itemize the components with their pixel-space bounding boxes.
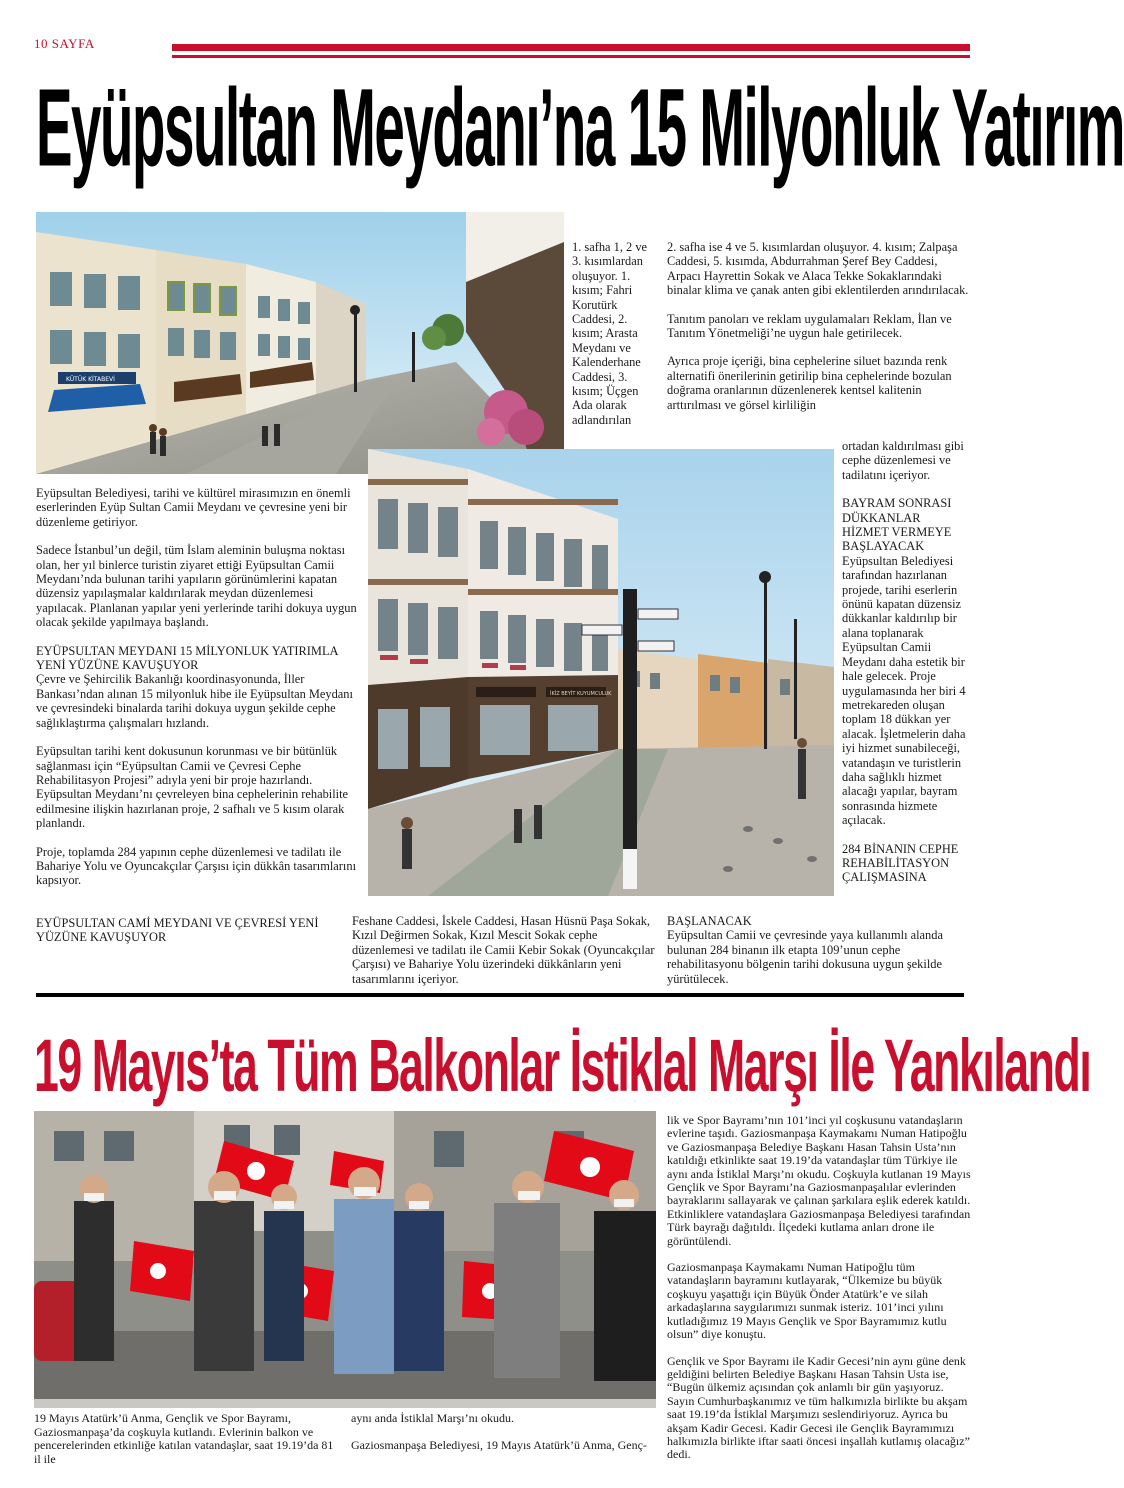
street-render-2-image bbox=[368, 449, 834, 896]
second-headline: 19 Mayıs’ta Tüm Balkonlar İstiklal Marşı İle Yankılandı bbox=[34, 1025, 1091, 1108]
article1-colA-p4: Eyüpsultan tarihi kent dokusunun korunması ve bir bütünlük sağlanması için “Eyüpsultan Camii ve Çevresi Cephe Rehabilitasyon Projesi” adıyla yeni bir proje hazırlandı. Eyüpsultan Meydanı’nı çevreleyen bina cephelerinin rehabilite edilmesine ilişkin hazırlanan proje, 2 safhalı ve 5 kısım olarak planlandı. bbox=[36, 744, 349, 831]
article2-colB-p2: Gaziosmanpaşa Belediyesi, 19 Mayıs Atatürk’ü Anma, Genç- bbox=[351, 1437, 647, 1452]
street-render-1-image bbox=[36, 212, 564, 474]
article1-colC-top bbox=[667, 240, 969, 412]
article2-colC bbox=[667, 1114, 971, 1462]
article2-colC-p3: Gençlik ve Spor Bayramı ile Kadir Gecesi’nin aynı güne denk geldiğini belirten Belediye Başkanı Hasan Tahsin Usta ise, “Bugün ülkemiz açısından çok anlamlı bir gün yaşıyoruz. Sayın Cumhurbaşkanımız ve tüm halkımızla birlikte bu akşam saat 19.19’da İstiklal Marşımızı seslendiriyoruz. Ayrıca bu akşam Kadir Gecesi. Kadir Gecesi ile Gençlik Bayramımızı halkımızla birlikte iftar saati öncesi inşallah kutlamış olacağız” dedi. bbox=[667, 1353, 970, 1462]
article2-colB bbox=[351, 1412, 657, 1452]
article2-colA: 19 Mayıs Atatürk’ü Anma, Gençlik ve Spor Bayramı, Gaziosmanpaşa’da coşkuyla kutlandı. Evlerinin balkon ve pencerelerinden etkinliğe katılan vatandaşlar, saat 19.19’da 81 il ile bbox=[34, 1411, 334, 1466]
article1-colC-p2: Tanıtım panoları ve reklam uygulamaları Reklam, İlan ve Tanıtım Yönetmeliği’ne uygun hale getirilecek. bbox=[667, 311, 952, 341]
article1-colD bbox=[842, 439, 970, 885]
article1-colA-p3: EYÜPSULTAN MEYDANI 15 MİLYONLUK YATIRIMLA YENİ YÜZÜNE KAVUŞUYOR Çevre ve Şehircilik Bakanlığı koordinasyonunda, İller Bankası’ndan alınan 15 milyonluk hibe ile Eyüpsultan Meydanı ve çevresindeki binalarda tarihi dokuya uygun şekilde cephe sağlıklaştırma çalışmaları hızlandı. bbox=[36, 643, 353, 730]
article1-colD-p2: BAYRAM SONRASI DÜKKANLAR HİZMET VERMEYE BAŞLAYACAK Eyüpsultan Belediyesi tarafından hazırlanan projede, tarihi eserlerin önünü kapatan düzensiz dükkanlar kaldırılıp bir alana toplanarak Eyüpsultan Camii Meydanı daha estetik bir hale gelecek. Proje uygulamasında her biri 4 metrekareden oluşan toplam 18 dükkan yer alacak. İşletmelerin daha iyi hizmet sunabileceği, vatandaşın ve turistlerin daha sağlıklı hizmet alacağı yapılar, bayram sonrasında hizmete açılacak. bbox=[842, 496, 966, 828]
page-number: 10 SAYFA bbox=[34, 36, 95, 51]
article1-colC-p3: Ayrıca proje içeriği, bina cephelerine siluet bazında renk alternatifi önerilerinin getirilip bina cephelerinde bozulan doğrama oranlarının düzenlenerek kentsel kalitenin arttırılması ve görsel kirliliğin bbox=[667, 354, 952, 412]
article1-colB-bottom: Feshane Caddesi, İskele Caddesi, Hasan Hüsnü Paşa Sokak, Kızıl Değirmen Sokak, Kızıl Mescit Sokak cephe düzenlemesi ve tadilatı ile Camii Kebir Sokak (Oyuncakçılar Çarşısı) ve Bahariye Yolu üzerindeki dükkânların yeni tasarımlarını içeriyor. bbox=[352, 914, 655, 986]
article2-colC-p1: lik ve Spor Bayramı’nın 101’inci yıl coşkusunu vatandaşların evlerine taşıdı. Gaziosmanpaşa Kaymakamı Numan Hatipoğlu ve Gaziosmanpaşa Belediye Başkanı Hasan Tahsin Usta’nın katıldığı etkinlikte saat 19.19’da vatandaşlar tüm Türkiye ile aynı anda İstiklal Marşı’nı okudu. Coşkuyla kutlanan 19 Mayıs Gençlik ve Spor Bayramı’na Gaziosmanpaşalılar evlerinden bayraklarını sallayarak ve çalınan şarkılara eşlik ederek katıldı. Etkinliklere vatandaşlara Gaziosmanpaşa Belediyesi tarafından Türk bayrağı dağıtıldı. İlçedeki kutlama anları drone ile görüntülendi. bbox=[667, 1113, 971, 1248]
celebration-image bbox=[34, 1111, 656, 1408]
street-render-photo-1 bbox=[36, 212, 564, 474]
article1-colA bbox=[36, 486, 362, 959]
street-render-photo-2 bbox=[368, 449, 834, 896]
article1-colC-p1: 2. safha ise 4 ve 5. kısımlardan oluşuyor. 4. kısım; Zalpaşa Caddesi, 5. kısımda, Abdurrahman Şeref Bey Caddesi, Arpacı Hayrettin Sokak ve Alaca Tekke Sokaklarındaki binalar klima ve çanak anten gibi eklentilerden arındırılacak. bbox=[667, 240, 969, 298]
celebration-photo bbox=[34, 1111, 656, 1408]
header-rule-thin bbox=[172, 55, 970, 58]
section-divider bbox=[36, 993, 964, 997]
article1-colA-p5: Proje, toplamda 284 yapının cephe düzenlemesi ve tadilatı ile Bahariye Yolu ve Oyuncakçılar Çarşısı için dükkân tasarımlarını kapsıyor. bbox=[36, 844, 357, 888]
article1-colB-top: 1. safha 1, 2 ve 3. kısımlardan oluşuyor. 1. kısım; Fahri Korutürk Caddesi, 2. kısım; Arasta Meydanı ve Kalenderhane Caddesi, 3. kısım; Üçgen Ada olarak adlandırılan bbox=[572, 240, 648, 427]
article1-colD-subhead: 284 BİNANIN CEPHE REHABİLİTASYON ÇALIŞMASINA bbox=[842, 841, 959, 885]
main-headline: Eyüpsultan Meydanı’na 15 Milyonluk Yatırım bbox=[36, 66, 1124, 190]
article2-colB-p1: aynı anda İstiklal Marşı’nı okudu. bbox=[351, 1411, 514, 1425]
article1-colA-p2: Sadece İstanbul’un değil, tüm İslam aleminin buluşma noktası olan, her yıl binlerce turistin ziyaret ettiği Eyüpsultan Camii Meydanı’nda bulunan tarihi yapıların görünümlerini kapatan düzensiz yapılaşmalar kaldırılarak meydan düzenlemesi yapılacak. Planlanan yapılar yeni yerlerinde tarihi dokuya uygun olacak şekilde yapılmaya başlandı. bbox=[36, 543, 357, 630]
store-sign-2: İKİZ BEYİT KUYUMCULUK bbox=[550, 691, 612, 697]
store-sign-1: KÜTÜK KİTABEVİ bbox=[66, 376, 115, 383]
article1-colD-p1: ortadan kaldırılması gibi cephe düzenlemesi ve tadilatını içeriyor. bbox=[842, 439, 964, 482]
article1-colA-subhead: EYÜPSULTAN CAMİ MEYDANI VE ÇEVRESİ YENİ YÜZÜNE KAVUŞUYOR bbox=[36, 915, 319, 945]
header-rule-thick bbox=[172, 44, 970, 51]
article1-colA-p1: Eyüpsultan Belediyesi, tarihi ve kültürel mirasımızın en önemli eserlerinden Eyüp Sultan Camii Meydanı ve çevresine yeni bir düzenleme getiriyor. bbox=[36, 486, 351, 529]
article2-colC-p2: Gaziosmanpaşa Kaymakamı Numan Hatipoğlu tüm vatandaşların bayramını kutlayarak, “Ülkemize bu büyük coşkuyu yaşattığı için Büyük Önder Atatürk’e ve silah arkadaşlarına saygılarımızı sunmak isteriz. 101’inci yılını kutladığımız 19 Mayıs Gençlik ve Spor Bayramımız kutlu olsun” diye konuştu. bbox=[667, 1260, 947, 1342]
article1-colC-bottom: BAŞLANACAK Eyüpsultan Camii ve çevresinde yaya kullanımlı alanda bulunan 284 binanın ilk etapta 109’unun cephe rehabilitasyonu bölgenin tarihi dokusuna uygun şekilde yürütülecek. bbox=[667, 914, 943, 986]
